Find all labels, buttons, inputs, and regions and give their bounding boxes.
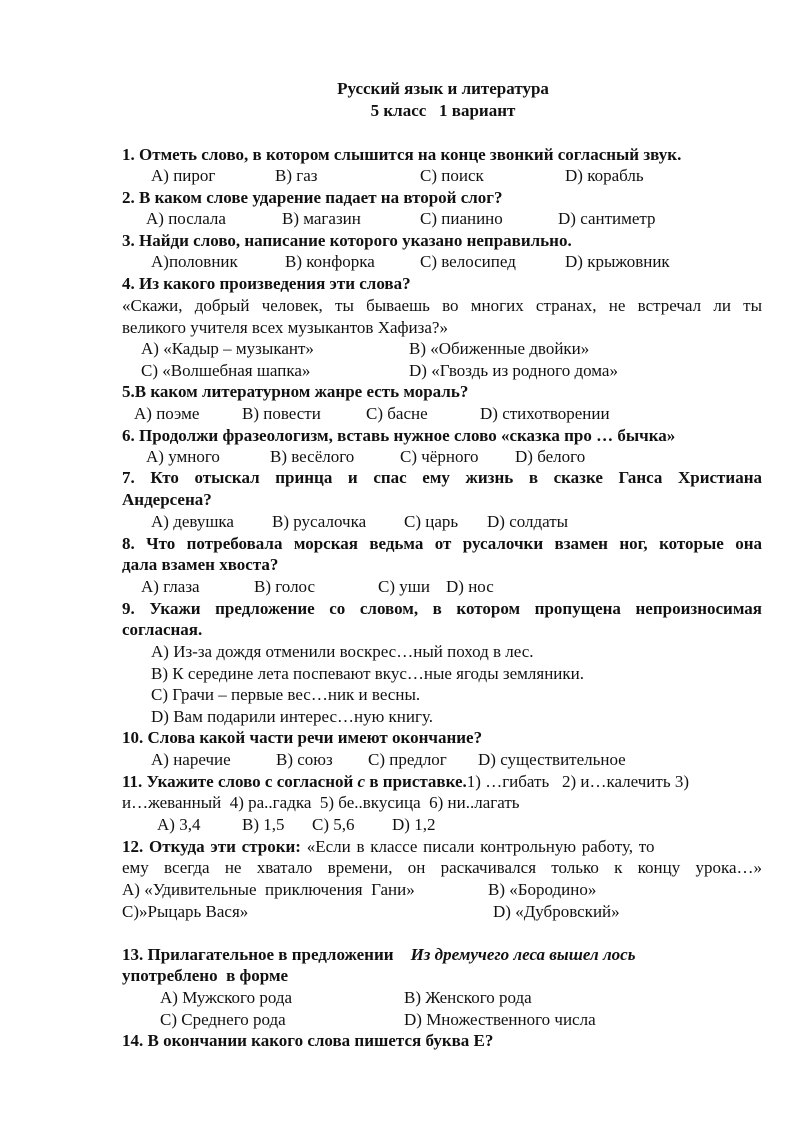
q6-option-a: А) умного	[146, 447, 220, 466]
q12-option-a: А) «Удивительные приключения Гани»	[122, 880, 415, 899]
q8-option-d: D) нос	[446, 577, 494, 596]
q4-option-b: В) «Обиженные двойки»	[409, 339, 590, 358]
q11-option-b: В) 1,5	[242, 815, 285, 834]
q6-option-d: D) белого	[515, 447, 586, 466]
page-subtitle: 5 класс 1 вариант	[370, 101, 516, 120]
question-11-bold-b: в приставке.	[365, 772, 467, 791]
question-13-line-1	[122, 944, 636, 965]
q3-option-c: С) велосипед	[420, 252, 516, 271]
q10-option-d: D) существительное	[478, 750, 626, 769]
question-11-line-2: и…жеванный 4) ра..гадка 5) бе..вкусица 6) ни..лагать	[122, 793, 520, 812]
question-12-line-1	[122, 836, 762, 857]
q6-option-c: С) чёрного	[400, 447, 479, 466]
q1-option-a: А) пирог	[151, 166, 216, 185]
page-title: Русский язык и литература	[337, 79, 549, 98]
q4-quote-line-1: «Скажи, добрый человек, ты бываешь во многих странах, не встречал ли ты	[122, 296, 762, 315]
q4-option-c: С) «Волшебная шапка»	[141, 361, 311, 380]
q10-option-a: А) наречие	[151, 750, 231, 769]
question-11-line-1	[122, 771, 689, 792]
q1-option-b: В) газ	[275, 166, 318, 185]
q5-option-c: С) басне	[366, 404, 428, 423]
q7-option-c: С) царь	[404, 512, 459, 531]
q8-option-c: С) уши	[378, 577, 430, 596]
question-11-letter: с	[357, 772, 366, 791]
q10-option-c: С) предлог	[368, 750, 447, 769]
question-1: 1. Отметь слово, в котором слышится на конце звонкий согласный звук.	[122, 145, 682, 164]
question-8-line-2: дала взамен хвоста?	[122, 555, 279, 574]
q2-option-a: А) послала	[146, 209, 226, 228]
question-12-line-2: ему всегда не хватало времени, он раскачивался только к концу урока…»	[122, 858, 762, 877]
q3-option-d: D) крыжовник	[565, 252, 670, 271]
q12-option-d: D) «Дубровский»	[493, 902, 620, 921]
q9-option-c: С) Грачи – первые вес…ник и весны.	[151, 685, 421, 704]
q5-option-d: D) стихотворении	[480, 404, 610, 423]
q13-option-d: D) Множественного числа	[404, 1010, 596, 1029]
q7-option-b: В) русалочка	[272, 512, 367, 531]
q4-option-a: А) «Кадыр – музыкант»	[141, 339, 314, 358]
q1-option-d: D) корабль	[565, 166, 644, 185]
question-13-sentence: Из дремучего леса вышел лось	[410, 945, 636, 964]
question-7-line-1: 7. Кто отыскал принца и спас ему жизнь в сказке Ганса Христиана	[122, 468, 762, 487]
q10-option-b: В) союз	[276, 750, 333, 769]
q7-option-a: А) девушка	[151, 512, 234, 531]
question-9-line-2: согласная.	[122, 620, 203, 639]
q4-option-d: D) «Гвоздь из родного дома»	[409, 361, 618, 380]
q13-option-a: А) Мужского рода	[160, 988, 293, 1007]
q9-option-b: В) К середине лета поспевают вкус…ные ягоды земляники.	[151, 664, 585, 683]
q2-option-b: В) магазин	[282, 209, 361, 228]
q12-option-c: С)»Рыцарь Вася»	[122, 902, 249, 921]
question-12-rest: «Если в классе писали контрольную работу, то	[300, 837, 655, 856]
question-6: 6. Продолжи фразеологизм, вставь нужное слово «сказка про … бычка»	[122, 426, 676, 445]
question-10: 10. Слова какой части речи имеют окончание?	[122, 728, 483, 747]
question-7-line-2: Андерсена?	[122, 490, 212, 509]
q11-option-a: А) 3,4	[157, 815, 201, 834]
q3-option-a: А)половник	[151, 252, 238, 271]
q6-option-b: В) весёлого	[270, 447, 355, 466]
q5-option-b: В) повести	[242, 404, 321, 423]
question-11-rest: 1) …гибать 2) и…калечить 3)	[466, 772, 690, 791]
question-13-bold: 13. Прилагательное в предложении	[122, 945, 394, 964]
question-11-bold-a: 11. Укажите слово с согласной	[122, 772, 358, 791]
q3-option-b: В) конфорка	[285, 252, 375, 271]
q7-option-d: D) солдаты	[487, 512, 569, 531]
question-5: 5.В каком литературном жанре есть мораль?	[122, 382, 469, 401]
q9-option-a: А) Из-за дождя отменили воскрес…ный поход в лес.	[151, 642, 534, 661]
q12-option-b: В) «Бородино»	[488, 880, 597, 899]
question-14: 14. В окончании какого слова пишется буква Е?	[122, 1031, 494, 1050]
q1-option-c: С) поиск	[420, 166, 484, 185]
q13-option-c: С) Среднего рода	[160, 1010, 286, 1029]
q11-option-c: С) 5,6	[312, 815, 355, 834]
q11-option-d: D) 1,2	[392, 815, 436, 834]
q5-option-a: А) поэме	[134, 404, 200, 423]
q13-option-b: В) Женского рода	[404, 988, 532, 1007]
question-13-line-2: употреблено в форме	[122, 966, 289, 985]
q8-option-b: В) голос	[254, 577, 316, 596]
q4-quote-line-2: великого учителя всех музыкантов Хафиза?»	[122, 318, 448, 337]
q9-option-d: D) Вам подарили интерес…ную книгу.	[151, 707, 434, 726]
question-8-line-1: 8. Что потребовала морская ведьма от русалочки взамен ног, которые она	[122, 534, 762, 553]
q8-option-a: А) глаза	[141, 577, 200, 596]
question-4: 4. Из какого произведения эти слова?	[122, 274, 411, 293]
question-9-line-1: 9. Укажи предложение со словом, в котором пропущена непроизносимая	[122, 599, 762, 618]
q2-option-d: D) сантиметр	[558, 209, 656, 228]
question-12-bold: 12. Откуда эти строки:	[122, 837, 301, 856]
question-3: 3. Найди слово, написание которого указано неправильно.	[122, 231, 572, 250]
question-2: 2. В каком слове ударение падает на второй слог?	[122, 188, 503, 207]
q2-option-c: С) пианино	[420, 209, 503, 228]
